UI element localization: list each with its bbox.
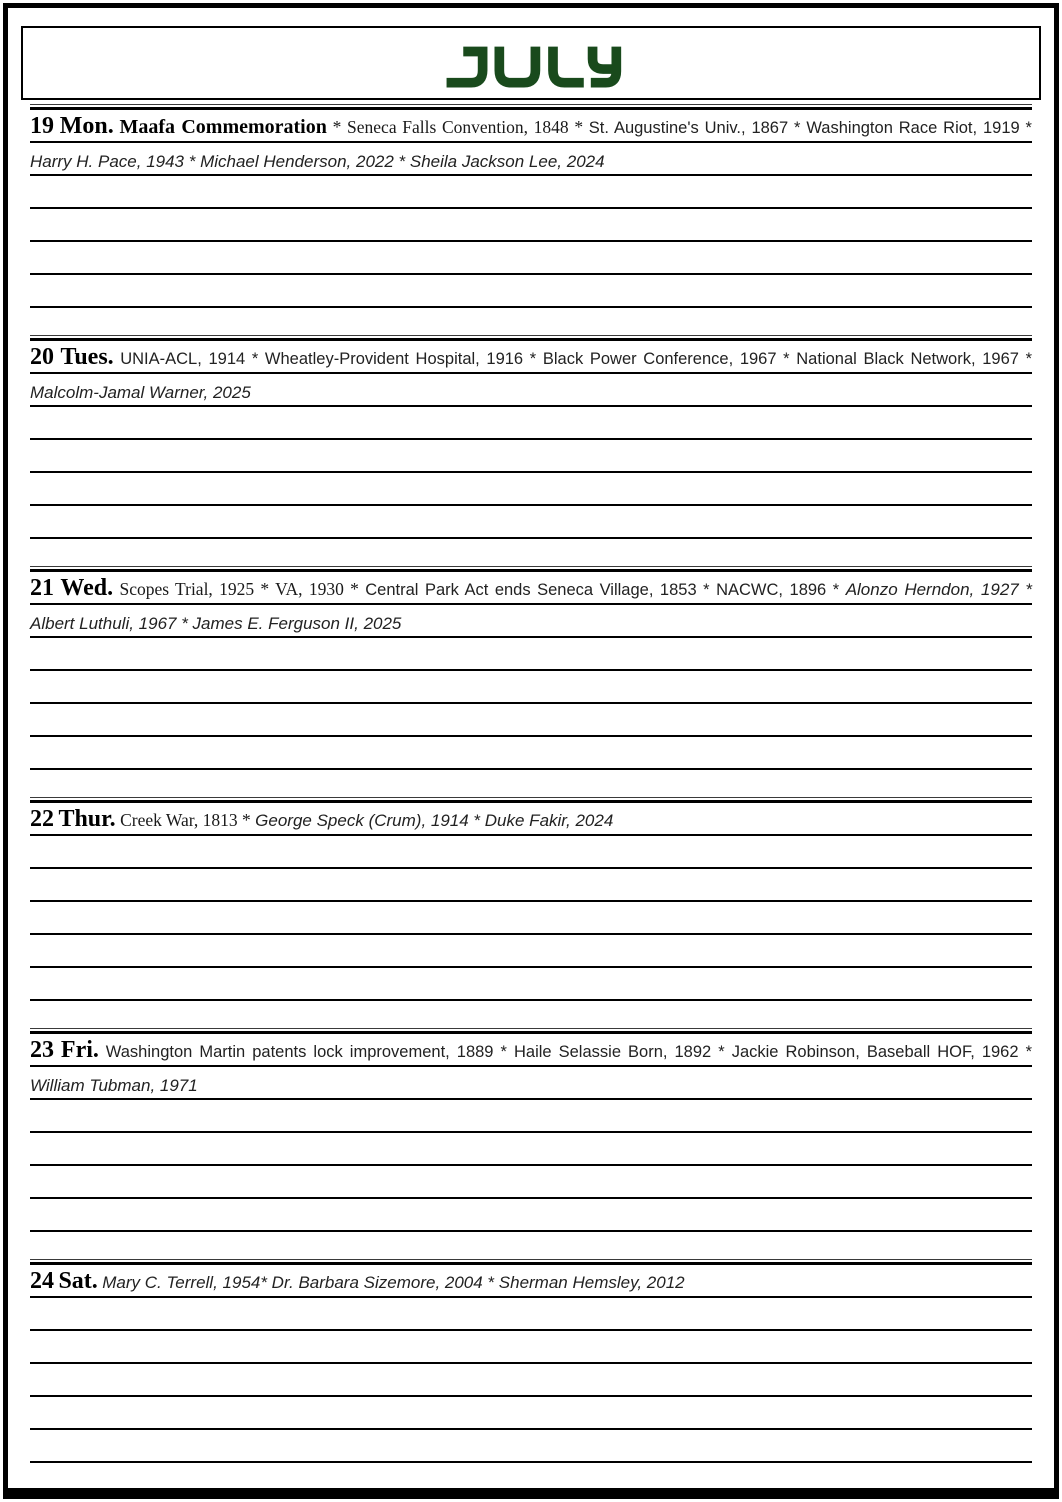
day-name: Wed. [60,575,114,601]
notes-lines [30,572,1032,797]
notes-lines [30,110,1032,335]
day-name: Mon. [59,113,114,139]
day-events-italic: Mary C. Terrell, 1954* Dr. Barbara Sizemore, 2004 * Sherman Hemsley, 2012 [102,1273,685,1292]
day-entry [30,341,1032,410]
day-sections [8,104,1054,1490]
day-name: Tues. [60,344,114,370]
day-section-19 [30,104,1032,335]
day-name: Thur. [58,806,116,832]
day-name: Fri. [60,1037,99,1063]
letter-l [553,47,584,83]
day-section-21 [30,566,1032,797]
day-name: Sat. [58,1268,98,1294]
day-entry [30,572,1032,641]
month-title-box [21,26,1041,100]
day-number: 21 [30,575,54,601]
letter-j [447,47,483,83]
day-section-20 [30,335,1032,566]
month-title [436,39,626,93]
day-events-italic: Malcolm-Jamal Warner, 2025 [30,383,251,402]
notes-lines [30,1265,1032,1490]
day-events-serif: * Seneca Falls Convention, 1848 * [332,117,589,137]
day-section-22 [30,797,1032,1028]
day-entry [30,803,1032,838]
day-events-italic: George Speck (Crum), 1914 * Duke Fakir, 2024 [255,811,614,830]
day-events-italic: William Tubman, 1971 [30,1076,198,1095]
notes-lines [30,1034,1032,1259]
day-number: 23 [30,1037,54,1063]
day-events-italic: Alonzo Herndon, 1927 * Albert Luthuli, 1967 * James E. Ferguson II, 2025 [30,580,1033,633]
letter-u [499,47,535,83]
day-section-23 [30,1028,1032,1259]
day-events-sans: St. Augustine's Univ., 1867 * Washington Race Riot, 1919 * [588,119,1032,137]
day-number: 19 [30,113,54,139]
day-events-italic: Harry H. Pace, 1943 * Michael Henderson, 2022 * Sheila Jackson Lee, 2024 [30,152,605,171]
day-number: 22 [30,806,54,832]
notes-lines [30,341,1032,566]
day-events-sans: UNIA-ACL, 1914 * Wheatley-Provident Hospital, 1916 * Black Power Conference, 1967 * National Black Network, 1967 * [120,350,1033,368]
day-entry [30,110,1032,179]
day-events-serif: Creek War, 1813 * [120,810,256,830]
day-number: 20 [30,344,54,370]
day-holiday: Maafa Commemoration [119,116,327,138]
day-section-24 [30,1259,1032,1490]
day-events-sans: Washington Martin patents lock improvement, 1889 * Haile Selassie Born, 1892 * Jackie Robinson, Baseball HOF, 1962 * [105,1043,1032,1061]
day-entry [30,1265,1032,1300]
day-number: 24 [30,1268,54,1294]
day-events-serif: Scopes Trial, 1925 * VA, 1930 * [119,579,366,599]
notes-lines [30,803,1032,1028]
day-events-sans: Central Park Act ends Seneca Village, 1853 * NACWC, 1896 * [365,581,846,599]
letter-y [591,47,617,83]
calendar-page [3,3,1059,1499]
day-entry [30,1034,1032,1103]
